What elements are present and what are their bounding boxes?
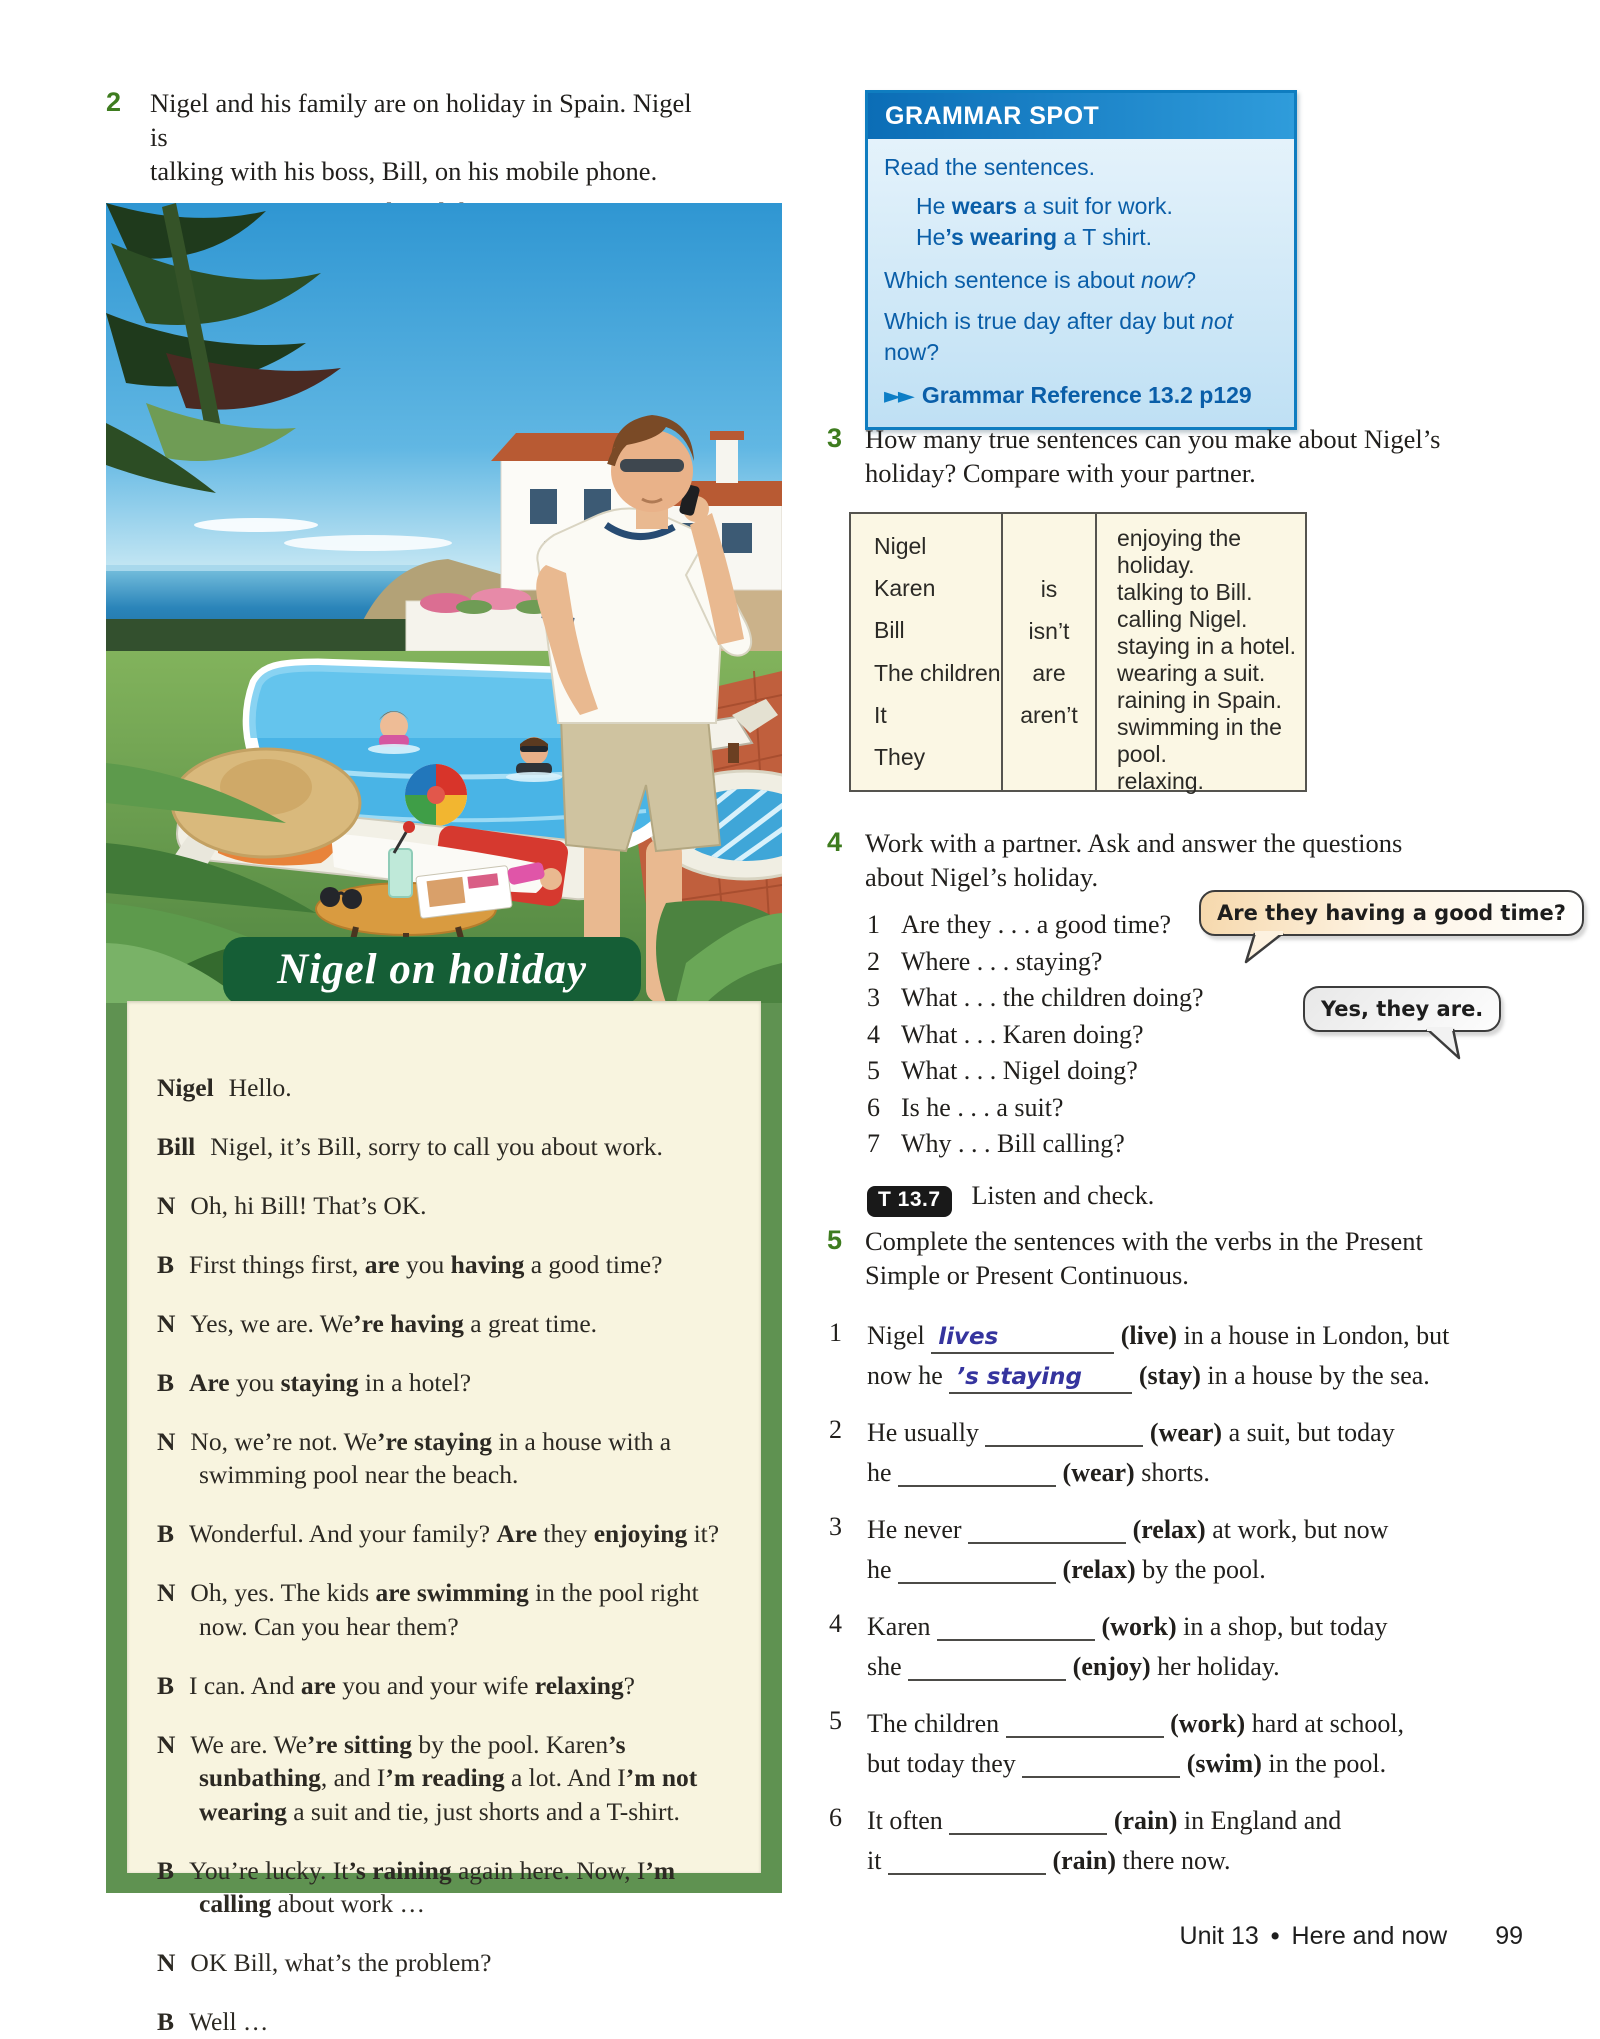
empty-blank[interactable] (888, 1845, 1046, 1875)
text-line: is (1040, 575, 1058, 602)
exercise-4 (827, 826, 1566, 1221)
empty-blank[interactable] (1022, 1748, 1180, 1778)
question-item: 5 What . . . Nigel doing? (867, 1053, 1547, 1090)
text-line: staying in a hotel. (1117, 633, 1297, 659)
beach-ball (405, 764, 467, 826)
speech-bubble-question-text: Are they having a good time? (1217, 901, 1566, 925)
speaker-label: N (157, 1308, 176, 1338)
conversation-line: N Oh, hi Bill! That’s OK. (157, 1190, 427, 1220)
speaker-label: N (157, 1426, 176, 1456)
speech-bubble-question (1199, 890, 1584, 936)
conversation-line: B I can. And are you and your wife relaxing? (157, 1670, 635, 1700)
conversation-panel (127, 1001, 761, 2036)
figure-title: Nigel on holiday (223, 937, 641, 1005)
fill-in-sentence: 5 The children (work) hard at school, but today they (swim) in the pool. (829, 1706, 1405, 1778)
speech-bubble-tail (1243, 931, 1289, 965)
empty-blank[interactable] (968, 1514, 1126, 1544)
grammar-reference-link (884, 382, 1278, 409)
answer-blank[interactable]: ’s staying (949, 1362, 1132, 1394)
exercise-5-instructions (865, 1224, 1547, 1292)
audio-instruction: Listen and check. (971, 1180, 1155, 1210)
conversation-line: N No, we’re not. We’re staying in a house with a swimming pool near the beach. (157, 1426, 672, 1489)
speaker-label: Nigel (157, 1072, 214, 1102)
question-number: 6 (867, 1092, 880, 1122)
answer-blank[interactable]: lives (931, 1322, 1114, 1354)
conversation-line: B You’re lucky. It’s raining again here. Now, I’m calling about work … (157, 1855, 676, 1918)
text-line: Work with a partner. Ask and answer the questions (865, 828, 1403, 858)
text-line: Complete the sentences with the verbs in the Present (865, 1226, 1423, 1256)
question-item: 7 Why . . . Bill calling? (867, 1126, 1547, 1163)
question-number: 1 (867, 910, 880, 939)
sentence-number: 4 (829, 1609, 842, 1638)
sentence-number: 5 (829, 1706, 842, 1735)
text-line: He’s wearing a T shirt. (916, 224, 1153, 250)
exercise-number: 4 (827, 827, 843, 857)
text-line: calling Nigel. (1117, 606, 1248, 632)
text-line: are (1032, 659, 1066, 686)
text-line: aren’t (1020, 701, 1078, 728)
fill-in-sentence: 6 It often (rain) in England and it (rain) there now. (829, 1803, 1342, 1875)
audio-track-badge: T 13.7 (867, 1186, 952, 1217)
speaker-label: B (157, 1249, 175, 1279)
speaker-label: N (157, 1578, 176, 1607)
text-line: The children (874, 659, 1001, 686)
conversation-line: B Are you staying in a hotel? (157, 1367, 472, 1397)
fill-in-sentence: 2 He usually (wear) a suit, but today he (wear) shorts. (829, 1415, 1395, 1487)
grammar-spot-intro: Read the sentences. (884, 154, 1095, 180)
fill-in-sentence: 1 Nigel lives (live) in a house in London, but now he ’s staying (stay) in a house by the sea. (827, 1316, 1547, 1396)
exercise-2-instructions (150, 86, 706, 188)
text-line: Nigel and his family are on holiday in Spain. Nigel is (150, 88, 692, 152)
speaker-label: B (157, 1670, 175, 1700)
conversation-line: B Wonderful. And your family? Are they enjoying it? (157, 1519, 720, 1548)
conversation-line: N OK Bill, what’s the problem? (157, 1948, 492, 1977)
speaker-label: B (157, 1855, 175, 1885)
text-line: Bill (874, 617, 905, 644)
exercise-3 (827, 422, 1477, 792)
footer-bullet: • (1270, 1922, 1280, 1950)
empty-blank[interactable] (985, 1417, 1143, 1447)
exercise-4-instructions (865, 826, 1547, 894)
speaker-label: B (157, 1367, 175, 1397)
conversation-line: Bill Nigel, it’s Bill, sorry to call you about work. (157, 1131, 663, 1161)
speaker-label: B (157, 1519, 175, 1548)
speaker-label: Bill (157, 1131, 196, 1161)
grammar-spot-questions (884, 265, 1278, 368)
text-line: raining in Spain. (1117, 687, 1282, 713)
text-line: He wears a suit for work. (916, 193, 1173, 219)
empty-blank[interactable] (908, 1651, 1066, 1681)
text-line: relaxing. (1117, 768, 1204, 794)
text-line: Simple or Present Continuous. (865, 1260, 1189, 1290)
sentence-builder-table (849, 512, 1307, 792)
speaker-label: N (157, 1729, 176, 1759)
text-line: Karen (874, 575, 936, 602)
grammar-reference-arrows-icon: ►► (884, 384, 912, 409)
text-line: They (874, 743, 926, 770)
speech-bubble-tail (1419, 1027, 1465, 1061)
conversation-line: B Well … (157, 2007, 269, 2036)
grammar-spot-examples (884, 191, 1278, 253)
text-line: swimming in the pool. (1117, 714, 1282, 767)
empty-blank[interactable] (949, 1805, 1107, 1835)
exercise-number: 3 (827, 423, 843, 453)
pool-illustration (106, 203, 782, 1003)
table-subjects-column (851, 514, 1003, 790)
exercise-number: 5 (827, 1225, 843, 1255)
table-verbs-column (1003, 514, 1097, 790)
question-item: 4 What . . . Karen doing? (867, 1017, 1547, 1054)
text-line: wearing a suit. (1117, 660, 1266, 686)
question-number: 7 (867, 1129, 880, 1158)
page-footer (1180, 1922, 1523, 1951)
nigel-holiday-figure (106, 203, 782, 2036)
question-number: 5 (867, 1056, 880, 1085)
text-line: It (874, 701, 887, 728)
footer-unit: Unit 13 (1179, 1922, 1259, 1950)
question-number: 4 (867, 1019, 880, 1049)
empty-blank[interactable] (937, 1611, 1095, 1641)
page-number: 99 (1495, 1922, 1523, 1950)
text-line: Which is true day after day but not now? (884, 308, 1234, 365)
question-number: 3 (867, 983, 880, 1012)
grammar-spot-title: GRAMMAR SPOT (868, 93, 1294, 139)
conversation-line: N Oh, yes. The kids are swimming in the pool right now. Can you hear them? (157, 1578, 699, 1641)
speaker-label: B (157, 2007, 175, 2036)
exercise-3-instructions (865, 422, 1477, 490)
speaker-label: N (157, 1190, 176, 1220)
text-line: Nigel (874, 533, 927, 559)
grammar-reference-text: Grammar Reference 13.2 p129 (921, 382, 1252, 408)
text-line: enjoying the holiday. (1117, 525, 1242, 578)
question-item: 3 What . . . the children doing? (867, 980, 1547, 1017)
speech-bubble-answer (1303, 986, 1501, 1032)
question-item: 6 Is he . . . a suit? (867, 1090, 1547, 1127)
text-line: Which sentence is about now? (884, 267, 1196, 293)
sentence-number: 2 (829, 1415, 842, 1444)
text-line: talking to Bill. (1117, 579, 1253, 605)
speaker-label: N (157, 1948, 176, 1977)
footer-section: Here and now (1291, 1922, 1448, 1950)
empty-blank[interactable] (1006, 1708, 1164, 1738)
exercise-5 (827, 1224, 1547, 1898)
text-line: isn’t (1028, 617, 1070, 644)
empty-blank[interactable] (898, 1457, 1056, 1487)
text-line: about Nigel’s holiday. (865, 862, 1099, 892)
fill-in-sentences (827, 1316, 1547, 1881)
conversation-line: Nigel Hello. (157, 1072, 292, 1102)
text-line: holiday? Compare with your partner. (865, 458, 1256, 488)
exercise-number: 2 (106, 87, 122, 117)
question-item: 1 Are they . . . a good time? (867, 907, 1547, 944)
text-line: How many true sentences can you make about Nigel’s (865, 424, 1441, 454)
speech-bubble-answer-text: Yes, they are. (1321, 997, 1484, 1021)
question-number: 2 (867, 946, 880, 976)
fill-in-sentence: 3 He never (relax) at work, but now he (relax) by the pool. (829, 1512, 1389, 1584)
fill-in-sentence: 4 Karen (work) in a shop, but today she (enjoy) her holiday. (829, 1609, 1388, 1681)
table-phrases-column (1097, 514, 1305, 794)
sentence-number: 3 (829, 1512, 842, 1541)
sentence-number: 1 (829, 1318, 842, 1347)
empty-blank[interactable] (898, 1554, 1056, 1584)
conversation-line: N We are. We’re sitting by the pool. Karen’s sunbathing, and I’m reading a lot. And I’m not wearing a suit and tie, just shorts and a T-shirt. (157, 1729, 698, 1826)
conversation-line: N Yes, we are. We’re having a great time. (157, 1308, 598, 1338)
grammar-spot-box (865, 90, 1297, 430)
question-item: 2 Where . . . staying? (867, 944, 1547, 981)
text-line: talking with his boss, Bill, on his mobile phone. (150, 156, 658, 186)
sentence-number: 6 (829, 1803, 842, 1832)
conversation-line: B First things first, are you having a good time? (157, 1249, 663, 1279)
